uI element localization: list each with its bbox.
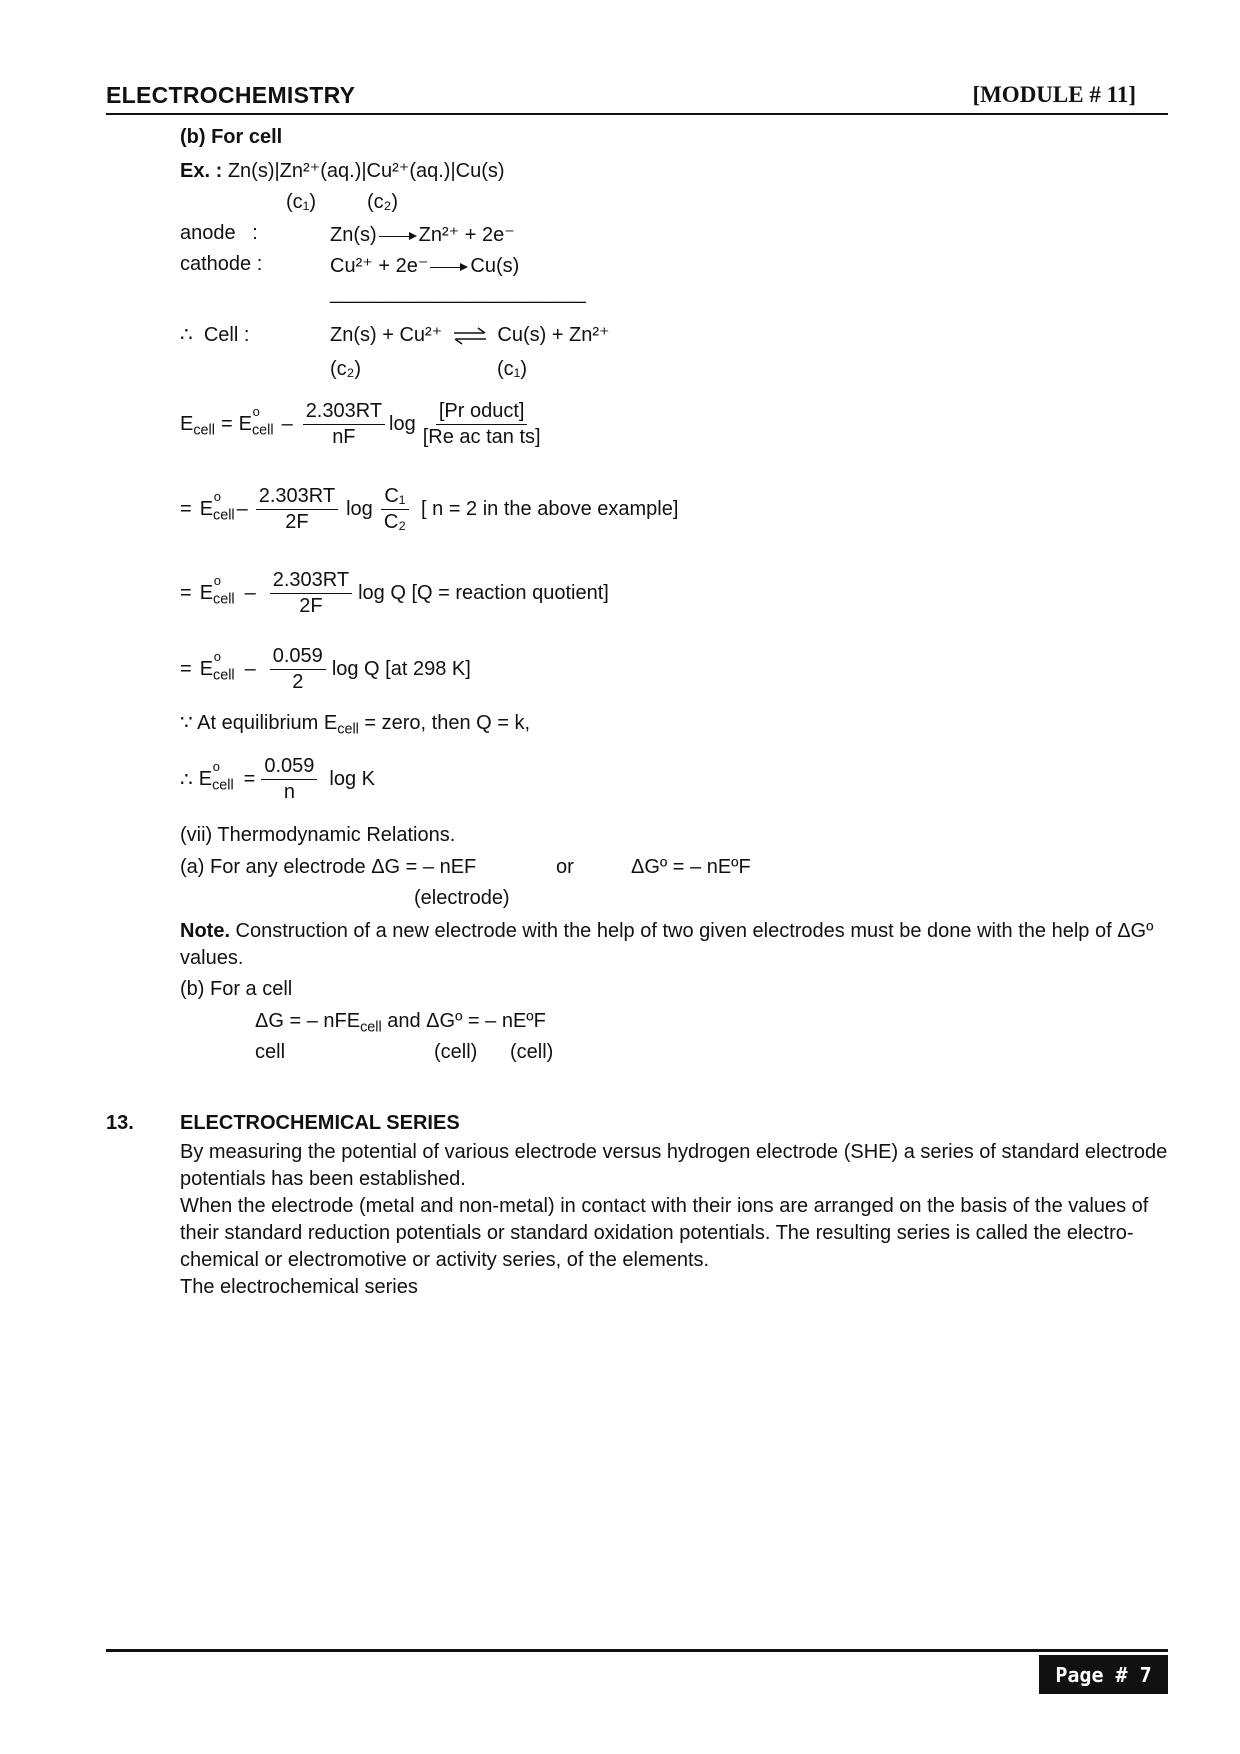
- cathode-rhs: Cu(s): [470, 255, 520, 277]
- equilibrium-arrow-icon: [452, 326, 488, 346]
- subscript-cell: cell: [251, 422, 274, 439]
- thermo-b-cell-2: (cell): [434, 1041, 478, 1063]
- anode-label: anode :: [180, 222, 258, 244]
- equals-sign: =: [180, 582, 192, 604]
- section-13-paragraph-2: When the electrode (metal and non-metal) in contact with their ions are arranged on the basis of the values of their standard reduction potentials or standard oxidation potentials. The resulting series is called the electro-chemical or electromotive or activity series, of the elements.: [180, 1195, 1149, 1271]
- equation-text: log Q [at 298 K]: [331, 658, 471, 680]
- fraction-numerator: 2.303RT: [303, 401, 385, 425]
- thermo-electrode-label: (electrode): [414, 887, 510, 909]
- cell-lhs: Zn(s) + Cu²⁺: [330, 324, 443, 346]
- thermo-or: or: [556, 856, 574, 878]
- thermo-b-text-end: and ΔGº = – nEºF: [381, 1010, 546, 1032]
- nernst-equation-4: = E o $_{cell}$ – $\frac{0.059}{2}$ log Q [at 298 K]: [180, 645, 471, 693]
- fraction-denominator: 2F: [285, 511, 309, 533]
- cell-rhs: Cu(s) + Zn²⁺: [497, 324, 610, 346]
- anode-reaction: [330, 222, 515, 247]
- conc-c2-below: (c₂): [330, 358, 362, 380]
- equals-sign: =: [180, 498, 192, 520]
- conc-c1: (c₁): [286, 191, 317, 213]
- fraction-denominator: 2F: [299, 595, 323, 617]
- log-text: log: [346, 498, 373, 520]
- cell-label: ∴ Cell :: [180, 324, 250, 346]
- equation-note: [ n = 2 in the above example]: [421, 498, 679, 520]
- thermo-b-equation: [255, 1010, 546, 1036]
- fraction-denominator: nF: [332, 426, 356, 448]
- conc-c2: (c₂): [367, 191, 399, 213]
- example-line: [180, 158, 505, 183]
- fraction-product-reactants: [420, 401, 544, 448]
- equilibrium-text: ∵ At equilibrium E: [180, 712, 338, 734]
- note-paragraph: [180, 918, 1170, 972]
- section-13-paragraph-1: By measuring the potential of various electrode versus hydrogen electrode (SHE) a series of standard electrode potentials has been established.: [180, 1141, 1168, 1190]
- section-13-paragraph-3: The electrochemical series: [180, 1276, 418, 1298]
- fraction-denominator: 2: [292, 671, 304, 693]
- fraction-numerator: [Pr oduct]: [436, 401, 528, 425]
- fraction-rt-2f: [270, 570, 352, 617]
- fraction-0059-n: [261, 756, 317, 803]
- example-label: Ex. :: [180, 160, 223, 182]
- right-arrow-icon: [430, 262, 468, 272]
- cathode-label: cathode :: [180, 253, 263, 275]
- right-arrow-icon: [379, 231, 417, 241]
- header-title: ELECTROCHEMISTRY: [106, 82, 356, 108]
- page-number-badge: Page # 7: [1039, 1655, 1168, 1694]
- section-13-title: ELECTROCHEMICAL SERIES: [180, 1112, 460, 1134]
- thermo-a-text: (a) For any electrode ΔG = – nEF: [180, 856, 477, 878]
- subscript-cell: cell: [193, 422, 215, 439]
- equilibrium-constant-equation: ∴ E o $_{cell}$ = $\frac{0.059}{n}$ log K: [180, 755, 376, 803]
- thermo-b-text: ΔG = – nFE: [255, 1010, 361, 1032]
- thermo-b-cell-1: cell: [255, 1041, 286, 1063]
- nernst-equation-2: = E o $_{cell}$ – $\frac{2.303RT}{2F}$ log $\frac{\text{C₁}}{\text{C₂}}$ [ n = 2 in the above example]: [180, 485, 679, 533]
- fraction-rt-nf: [303, 401, 385, 448]
- therefore-symbol: ∴: [180, 769, 193, 791]
- thermo-title: (vii) Thermodynamic Relations.: [180, 824, 456, 846]
- thermo-a-alt: ΔGº = – nEºF: [631, 856, 751, 878]
- minus-sign: –: [281, 413, 293, 435]
- fraction-numerator: C₁: [381, 486, 408, 510]
- thermo-b-title: (b) For a cell: [180, 978, 293, 1000]
- sum-underline: _______________________: [330, 282, 586, 304]
- fraction-numerator: 2.303RT: [270, 570, 352, 594]
- cell-notation: Zn(s)|Zn²⁺(aq.)|Cu²⁺(aq.)|Cu(s): [227, 160, 505, 182]
- anode-lhs: Zn(s): [330, 224, 377, 246]
- cathode-lhs: Cu²⁺ + 2e⁻: [330, 255, 429, 277]
- log-text: log: [389, 413, 416, 435]
- fraction-numerator: 0.059: [261, 756, 317, 780]
- equilibrium-text-end: = zero, then Q = k,: [358, 712, 531, 734]
- nernst-equation-1: $E_{cell}$ = E o $_{cell}$ – $\frac{2.303RT}{nF}$ log $\frac{\text{[Pr oduct]}}{\text{[Re ac tan ts]}}$: [180, 401, 546, 448]
- conc-c1-below: (c₁): [497, 358, 528, 380]
- note-label: Note.: [180, 920, 230, 942]
- thermo-b-cell-3: (cell): [510, 1041, 554, 1063]
- equation-text: log K: [329, 768, 376, 790]
- header-divider: [106, 113, 1168, 115]
- subscript-cell: cell: [360, 1019, 382, 1036]
- fraction-0059-2: [270, 646, 326, 693]
- section-b-heading: (b) For cell: [180, 126, 283, 148]
- nernst-equation-3: = E o $_{cell}$ – $\frac{2.303RT}{2F}$ log Q [Q = reaction quotient]: [180, 569, 609, 617]
- fraction-numerator: 2.303RT: [256, 486, 338, 510]
- note-text: Construction of a new electrode with the help of two given electrodes must be done with the help of ΔGº values.: [180, 920, 1154, 969]
- module-label: [MODULE # 11]: [972, 82, 1136, 107]
- anode-rhs: Zn²⁺ + 2e⁻: [418, 224, 515, 246]
- fraction-denominator: [Re ac tan ts]: [422, 426, 541, 448]
- fraction-numerator: 0.059: [270, 646, 326, 670]
- fraction-denominator: n: [283, 781, 295, 803]
- section-13-number: 13.: [106, 1112, 134, 1134]
- fraction-c1-c2: [381, 486, 409, 533]
- equals-sign: =: [180, 658, 192, 680]
- subscript-cell: cell: [337, 721, 359, 738]
- equation-text: log Q [Q = reaction quotient]: [358, 582, 609, 604]
- footer-divider: [106, 1649, 1168, 1652]
- cathode-reaction: [330, 253, 519, 278]
- fraction-rt-2f: [256, 486, 338, 533]
- cell-reaction: [330, 322, 610, 347]
- fraction-denominator: C₂: [383, 511, 407, 533]
- equilibrium-statement: [180, 710, 531, 738]
